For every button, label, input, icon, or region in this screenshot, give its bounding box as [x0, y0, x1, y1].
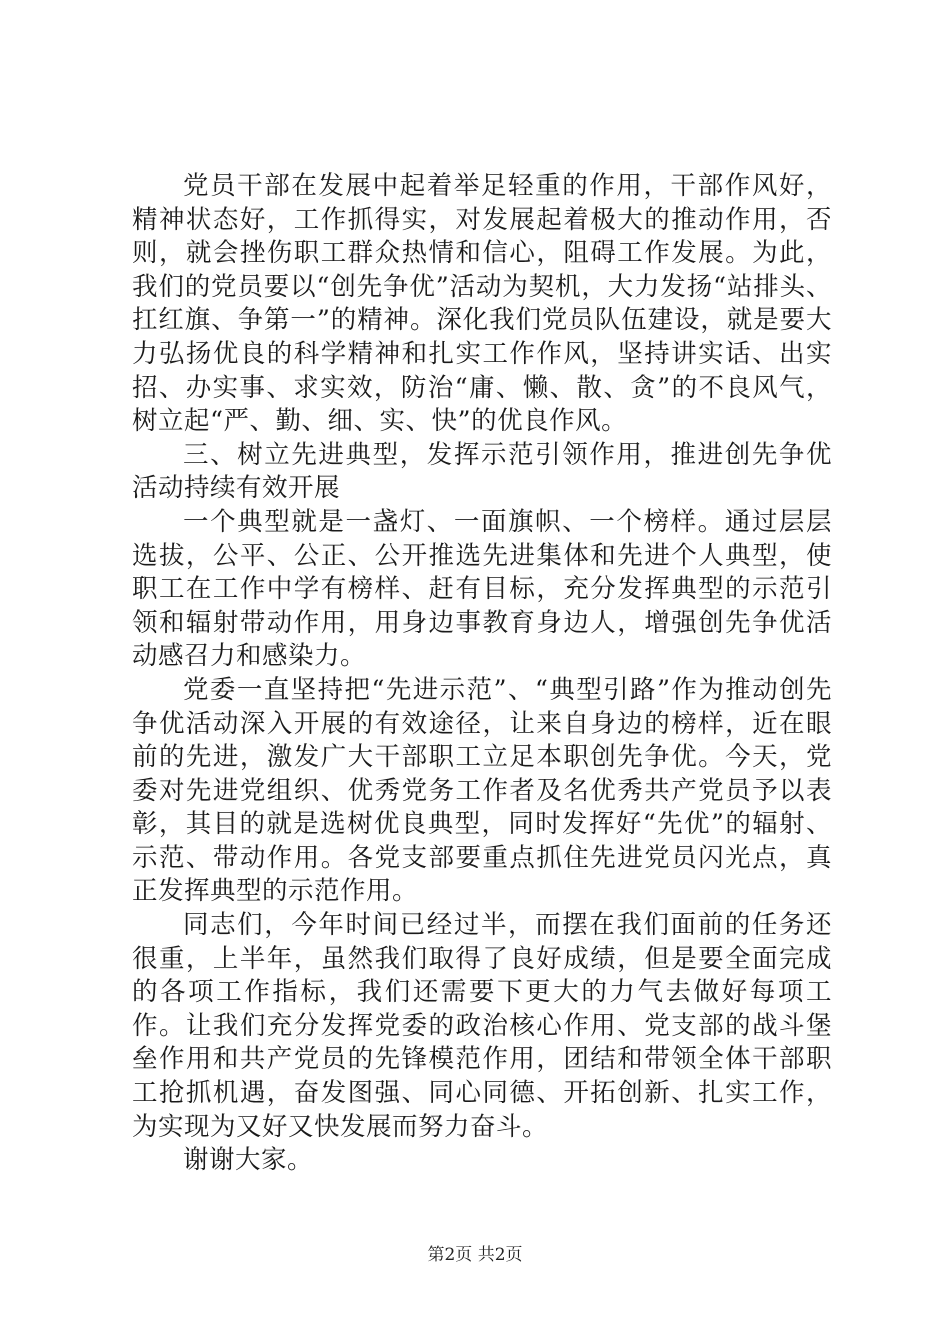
paragraph-thanks: 谢谢大家。 [183, 1145, 314, 1176]
section-heading-three: 三、树立先进典型，发挥示范引领作用，推进创先争优活动持续有效开展 [132, 439, 832, 504]
document-body [132, 170, 832, 1178]
paragraph-party-committee: 党委一直坚持把“先进示范”、“典型引路”作为推动创先争优活动深入开展的有效途径，让来自身边的榜样，近在眼前的先进，激发广大干部职工立足本职创先争优。今天，党委对先进党组织、优秀党务工作者及名优秀共产党员予以表彰，其目的就是选树优良典型，同时发挥好“先优”的辐射、示范、带动作用。各党支部要重点抓住先进党员闪光点，真正发挥典型的示范作用。 [132, 674, 832, 907]
page-number: 第2页 共2页 [427, 1245, 523, 1265]
paragraph-party-cadres: 党员干部在发展中起着举足轻重的作用，干部作风好，精神状态好，工作抓得实，对发展起着极大的推动作用，否则，就会挫伤职工群众热情和信心，阻碍工作发展。为此，我们的党员要以“创先争优”活动为契机，大力发扬“站排头、扛红旗、争第一”的精神。深化我们党员队伍建设，就是要大力弘扬优良的科学精神和扎实工作作风，坚持讲实话、出实招、办实事、求实效，防治“庸、懒、散、贪”的不良风气，树立起“严、勤、细、实、快”的优良作风。 [132, 171, 832, 437]
paragraph-comrades: 同志们，今年时间已经过半，而摆在我们面前的任务还很重，上半年，虽然我们取得了良好成绩，但是要全面完成的各项工作指标，我们还需要下更大的力气去做好每项工作。让我们充分发挥党委的政治核心作用、党支部的战斗堡垒作用和共产党员的先锋模范作用，团结和带领全体干部职工抢抓机遇，奋发图强、同心同德、开拓创新、扎实工作，为实现为又好又快发展而努力奋斗。 [132, 910, 832, 1142]
page-footer [0, 1244, 950, 1266]
paragraph-typical-model: 一个典型就是一盏灯、一面旗帜、一个榜样。通过层层选拔，公平、公正、公开推选先进集体和先进个人典型，使职工在工作中学有榜样、赶有目标，充分发挥典型的示范引领和辐射带动作用，用身边事教育身边人，增强创先争优活动感召力和感染力。 [132, 506, 832, 672]
